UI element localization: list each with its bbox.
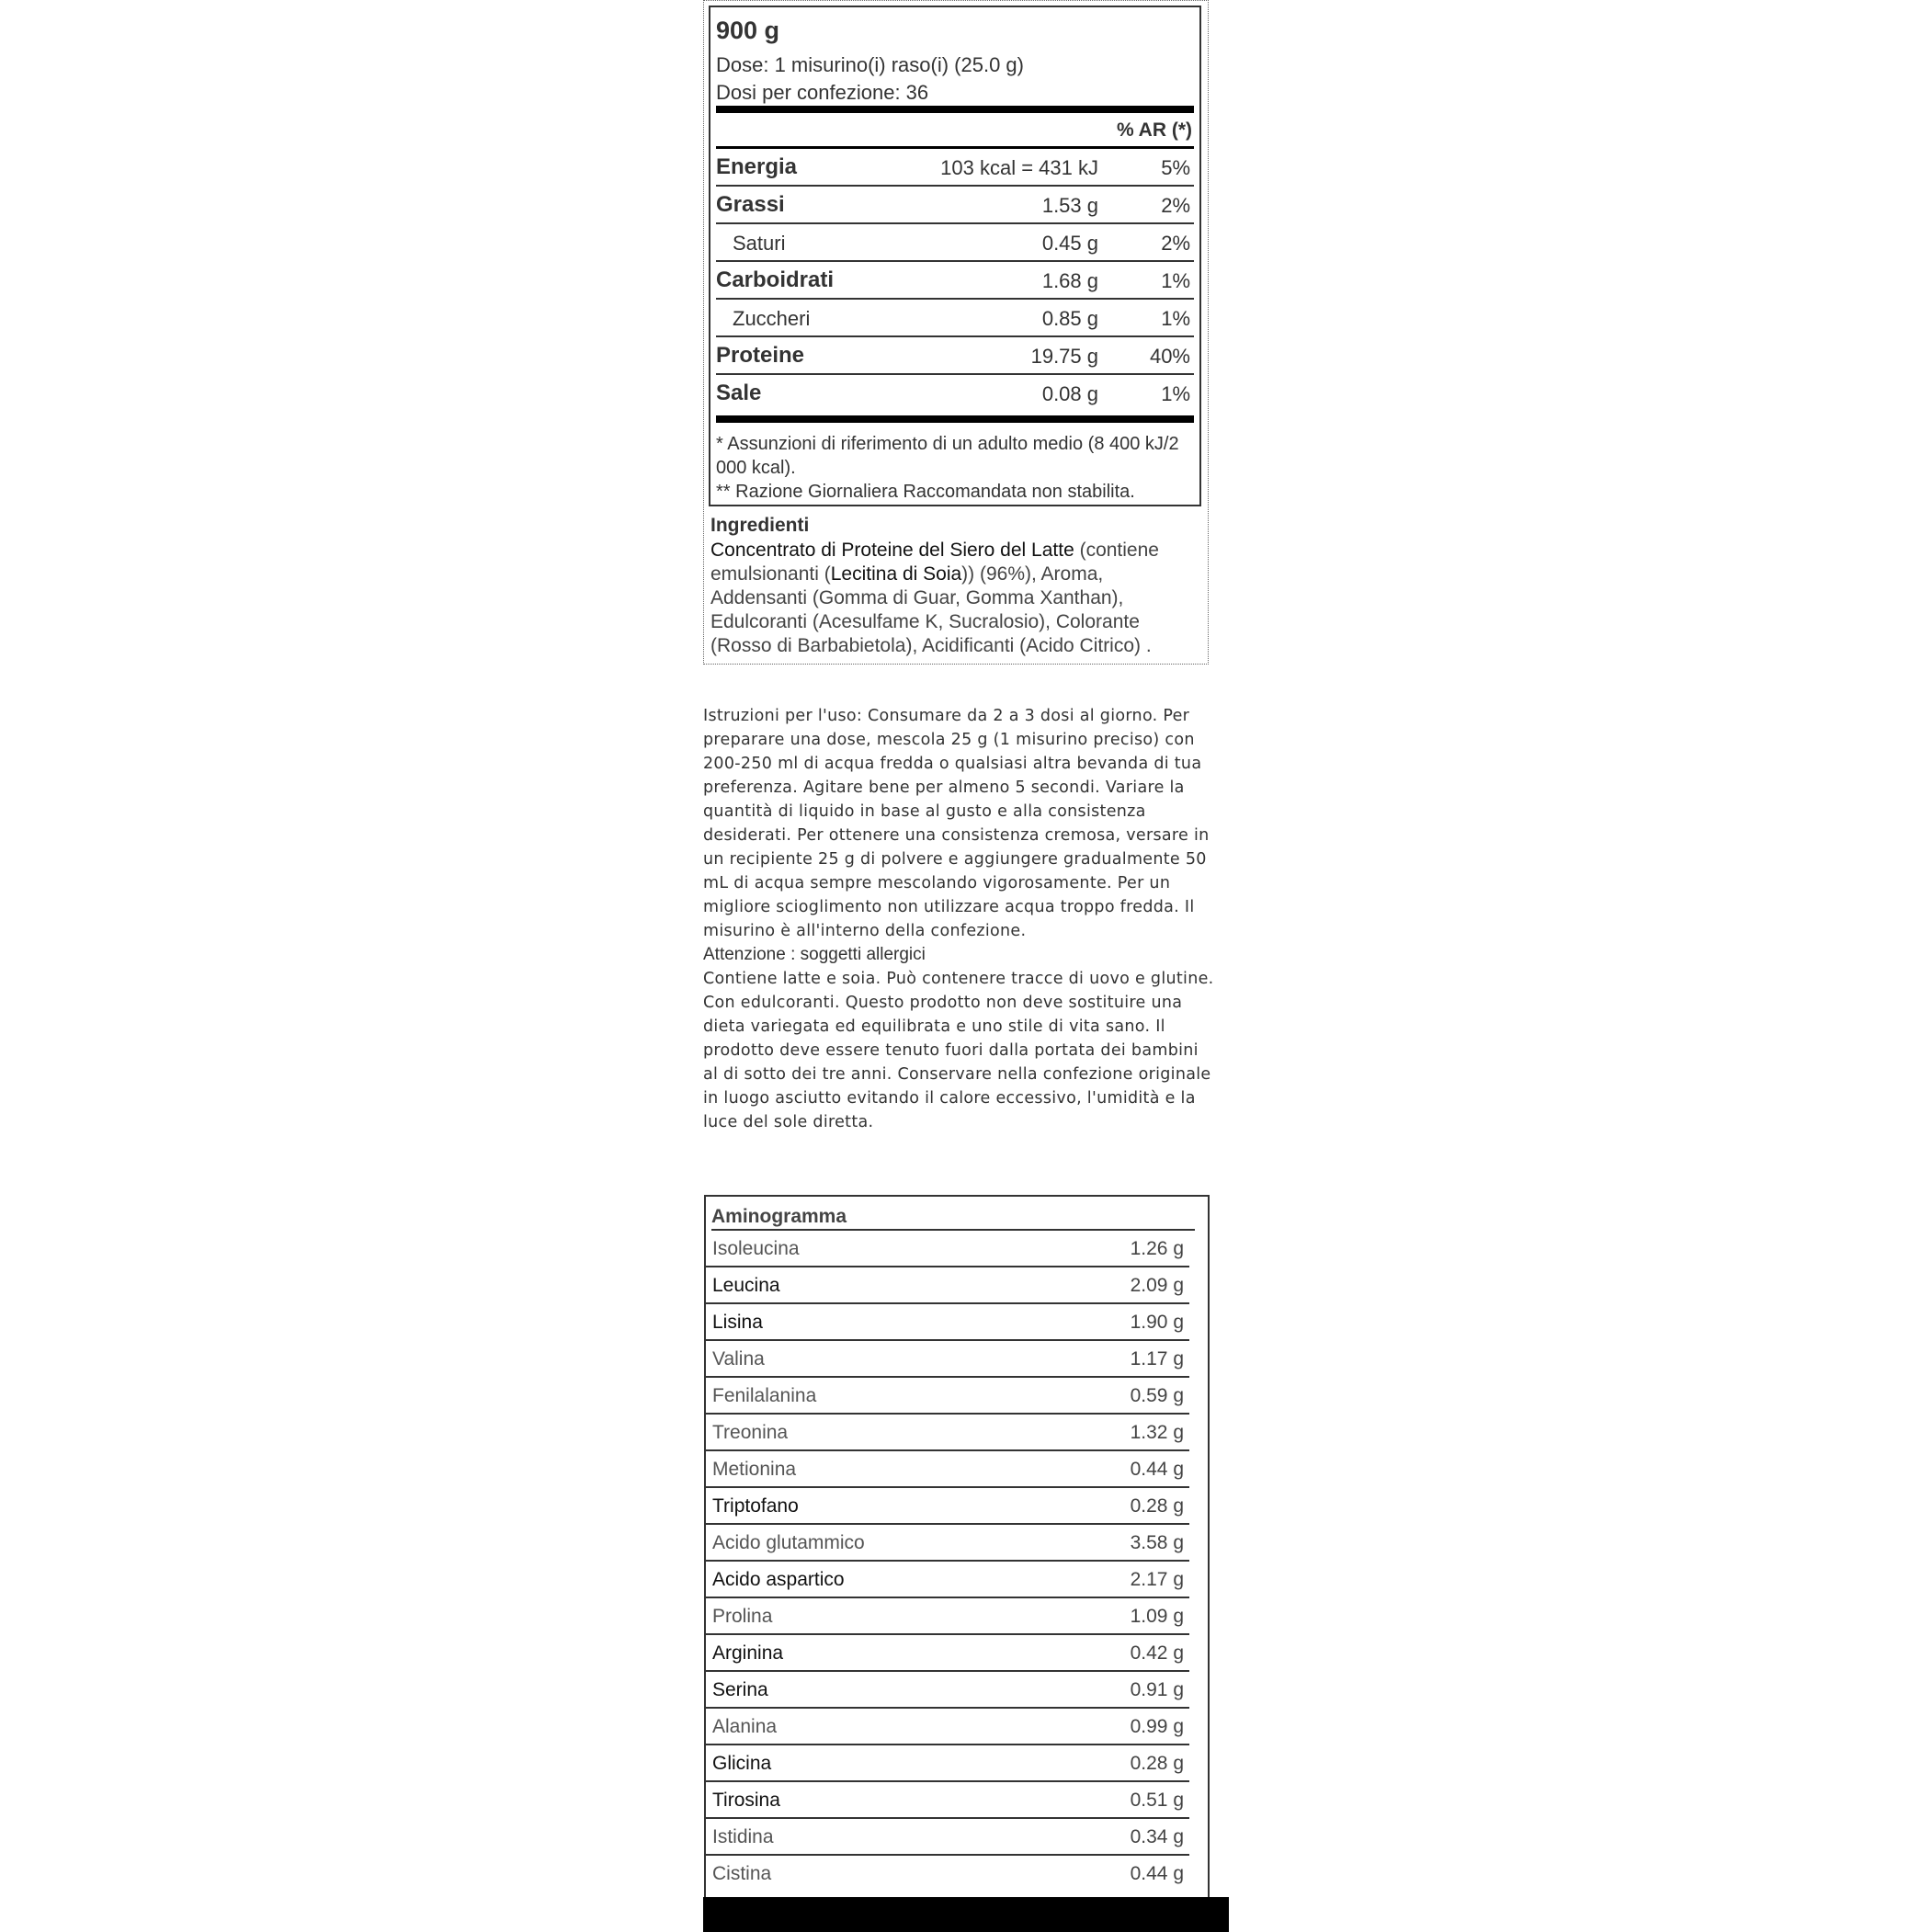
aminogram-row: [711, 1378, 1195, 1415]
aminogram-row: [711, 1819, 1195, 1856]
thick-divider: [716, 106, 1194, 113]
aminogram-row: [711, 1745, 1195, 1782]
nutrient-percent: 5%: [1161, 156, 1190, 179]
amino-acid-name: Glicina: [712, 1753, 772, 1774]
amino-acid-value: 1.32 g: [1130, 1422, 1184, 1443]
nutrient-name: Grassi: [716, 192, 785, 217]
amino-acid-value: 1.17 g: [1130, 1348, 1184, 1369]
nutrient-percent: 2%: [1161, 232, 1190, 255]
nutrient-name: Sale: [716, 381, 762, 405]
amino-acid-value: 0.28 g: [1130, 1753, 1184, 1774]
amino-acid-value: 0.34 g: [1130, 1826, 1184, 1847]
nutrition-row: [716, 149, 1194, 186]
aminogram-row: [711, 1709, 1195, 1745]
amino-acid-value: 0.28 g: [1130, 1495, 1184, 1517]
nutrient-percent: 2%: [1161, 194, 1190, 217]
nutrient-value: 1.68 g: [1041, 269, 1098, 292]
amino-acid-value: 2.17 g: [1130, 1569, 1184, 1590]
aminogram-row: [711, 1341, 1195, 1378]
aminogram-row: [711, 1525, 1195, 1562]
aminogram-row: [711, 1598, 1195, 1635]
nutrient-value: 0.85 g: [1041, 307, 1098, 330]
footnote-reference-intake: * Assunzioni di riferimento di un adulto medio (8 400 kJ/2 000 kcal).: [716, 434, 1179, 478]
nutrient-value: 103 kcal = 431 kJ: [940, 156, 1098, 179]
bottom-black-bar: [703, 1897, 1229, 1932]
amino-acid-name: Tirosina: [712, 1790, 780, 1811]
amino-acid-name: Isoleucina: [712, 1238, 800, 1259]
nutrient-value: 0.45 g: [1041, 232, 1098, 255]
aminogram-row: [711, 1635, 1195, 1672]
nutrition-row: [716, 262, 1194, 299]
package-size: 900 g: [716, 17, 780, 44]
ingredients-text: [710, 539, 1188, 658]
aminogram-row: [711, 1231, 1195, 1267]
nutrient-percent: 1%: [1161, 269, 1190, 292]
usage-instructions: [703, 704, 1218, 1134]
nutrient-name: Carboidrati: [716, 267, 835, 292]
nutrition-row: [716, 375, 1194, 412]
aminogram-row: [711, 1451, 1195, 1488]
amino-acid-value: 0.51 g: [1130, 1790, 1184, 1811]
amino-acid-value: 0.42 g: [1130, 1642, 1184, 1664]
reference-intake-header: % AR (*): [1116, 119, 1192, 141]
footnote-rda: ** Razione Giornaliera Raccomandata non stabilita.: [716, 482, 1135, 502]
amino-acid-name: Treonina: [712, 1422, 789, 1443]
nutrient-percent: 40%: [1149, 345, 1190, 368]
nutrient-value: 19.75 g: [1030, 345, 1098, 368]
aminogram-row: [711, 1304, 1195, 1341]
aminogram-title: Aminogramma: [711, 1206, 847, 1227]
nutrient-percent: 1%: [1161, 382, 1190, 405]
nutrition-facts-panel: [709, 6, 1201, 506]
ingredient-whey: Concentrato di Proteine del Siero del Latte: [710, 540, 1074, 561]
nutrient-name: Saturi: [733, 232, 786, 255]
nutrition-row: [716, 224, 1194, 261]
nutrition-row: [716, 300, 1194, 336]
aminogram-row: [711, 1672, 1195, 1709]
amino-acid-value: 0.44 g: [1130, 1459, 1184, 1480]
ingredient-text-part: )) (96%), Aroma, Addensanti (Gomma di Guar, Gomma Xanthan), Edulcoranti (Acesulfame K, Sucralosio), Colorante (Rosso di Barbabietola), Acidificanti (Acido Citrico) .: [710, 563, 1152, 656]
amino-acid-name: Lisina: [712, 1312, 763, 1333]
amino-acid-value: 1.90 g: [1130, 1312, 1184, 1333]
aminogram-row: [711, 1856, 1195, 1892]
nutrient-value: 1.53 g: [1041, 194, 1098, 217]
aminogram-row: [711, 1415, 1195, 1451]
amino-acid-name: Istidina: [712, 1826, 774, 1847]
aminogram-table: [704, 1195, 1210, 1903]
allergy-warning-heading: Attenzione : soggetti allergici: [703, 945, 926, 964]
amino-acid-value: 3.58 g: [1130, 1532, 1184, 1553]
thick-divider: [716, 415, 1194, 423]
footnotes: [716, 432, 1194, 504]
nutrient-name: Energia: [716, 154, 798, 179]
ingredients-title: Ingredienti: [710, 515, 810, 536]
amino-acid-name: Cistina: [712, 1863, 772, 1884]
allergy-warning-text: Contiene latte e soia. Può contenere tracce di uovo e glutine. Con edulcoranti. Questo prodotto non deve sostituire una dieta variegata ed equilibrata e uno stile di vita sano. Il prodotto deve essere tenuto fuori dalla portata dei bambini al di sotto dei tre anni. Conservare nella confezione originale in luogo asciutto evitando il calore eccessivo, l'umidità e la luce del sole diretta.: [703, 970, 1214, 1131]
amino-acid-name: Prolina: [712, 1606, 773, 1627]
amino-acid-value: 0.59 g: [1130, 1385, 1184, 1406]
usage-text: Istruzioni per l'uso: Consumare da 2 a 3 dosi al giorno. Per preparare una dose, mescola 25 g (1 misurino preciso) con 200-250 ml di acqua fredda o qualsiasi altra bevanda di tua preferenza. Agitare bene per almeno 5 secondi. Variare la quantità di liquido in base al gusto e alla consistenza desiderati. Per ottenere una consistenza cremosa, versare in un recipiente 25 g di polvere e aggiungere gradualmente 50 mL di acqua sempre mescolando vigorosamente. Per un migliore scioglimento non utilizzare acqua troppo fredda. Il misurino è all'interno della confezione.: [703, 707, 1210, 940]
aminogram-row: [711, 1782, 1195, 1819]
amino-acid-value: 1.26 g: [1130, 1238, 1184, 1259]
doses-per-pack: Dosi per confezione: 36: [716, 81, 929, 104]
amino-acid-name: Arginina: [712, 1642, 784, 1664]
amino-acid-name: Serina: [712, 1679, 768, 1700]
amino-acid-name: Metionina: [712, 1459, 797, 1480]
aminogram-row: [711, 1488, 1195, 1525]
amino-acid-value: 1.09 g: [1130, 1606, 1184, 1627]
dose-info: Dose: 1 misurino(i) raso(i) (25.0 g): [716, 53, 1024, 76]
amino-acid-value: 0.99 g: [1130, 1716, 1184, 1737]
amino-acid-value: 0.44 g: [1130, 1863, 1184, 1884]
nutrition-row: [716, 187, 1194, 223]
amino-acid-name: Leucina: [712, 1275, 780, 1296]
aminogram-row: [711, 1562, 1195, 1598]
aminogram-row: [711, 1267, 1195, 1304]
ingredient-soy: Lecitina di Soia: [830, 563, 962, 585]
nutrition-row: [716, 337, 1194, 374]
amino-acid-name: Alanina: [712, 1716, 778, 1737]
amino-acid-name: Fenilalanina: [712, 1385, 817, 1406]
amino-acid-value: 0.91 g: [1130, 1679, 1184, 1700]
nutrient-value: 0.08 g: [1041, 382, 1098, 405]
nutrient-percent: 1%: [1161, 307, 1190, 330]
nutrient-name: Zuccheri: [733, 307, 811, 330]
amino-acid-name: Valina: [712, 1348, 765, 1369]
amino-acid-value: 2.09 g: [1130, 1275, 1184, 1296]
ingredient-text-part: (contiene emulsionanti (: [710, 540, 1159, 585]
amino-acid-name: Acido aspartico: [712, 1569, 845, 1590]
amino-acid-name: Acido glutammico: [712, 1532, 865, 1553]
amino-acid-name: Triptofano: [712, 1495, 799, 1517]
nutrient-name: Proteine: [716, 343, 805, 368]
